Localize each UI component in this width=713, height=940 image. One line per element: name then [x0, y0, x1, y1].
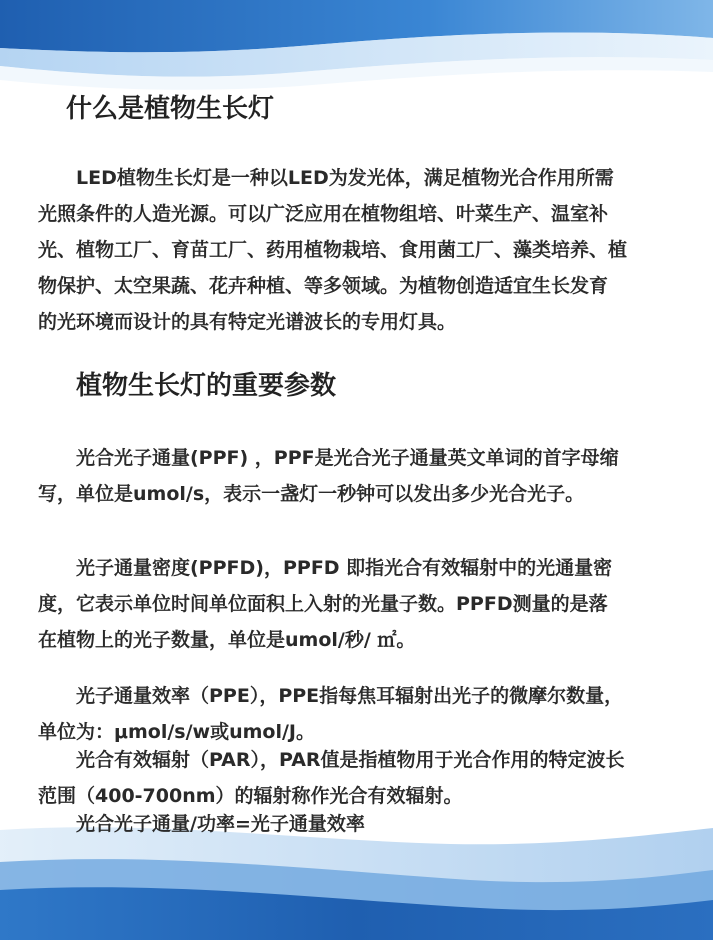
intro-paragraph: [38, 160, 678, 340]
ppe-paragraph: [38, 678, 678, 750]
paragraph-line: 单位为：μmol/s/w或umol/J。: [38, 721, 315, 743]
paragraph-line: 光、植物工厂、育苗工厂、药用植物栽培、食用菌工厂、藻类培养、植: [38, 239, 628, 261]
paragraph-line: 光合光子通量/功率=光子通量效率: [76, 813, 365, 835]
paragraph-line: 范围（400-700nm）的辐射称作光合有效辐射。: [38, 785, 463, 807]
paragraph-line: 物保护、太空果蔬、花卉种植、等多领域。为植物创造适宜生长发育: [38, 275, 609, 297]
section-heading-what-is: 什么是植物生长灯: [66, 94, 275, 124]
paragraph-line: 在植物上的光子数量，单位是umol/秒/ ㎡。: [38, 629, 416, 651]
efficiency-formula: [38, 806, 678, 842]
paragraph-line: 光合有效辐射（PAR），PAR值是指植物用于光合作用的特定波长: [76, 749, 625, 771]
section-heading-parameters: 植物生长灯的重要参数: [76, 371, 337, 401]
ppfd-paragraph: [38, 550, 678, 658]
paragraph-line: 的光环境而设计的具有特定光谱波长的专用灯具。: [38, 311, 457, 333]
paragraph-line: 光子通量效率（PPE），PPE指每焦耳辐射出光子的微摩尔数量，: [76, 685, 624, 707]
paragraph-line: 光照条件的人造光源。可以广泛应用在植物组培、叶菜生产、温室补: [38, 203, 609, 225]
paragraph-line: 光合光子通量(PPF) ，PPF是光合光子通量英文单词的首字母缩: [76, 447, 619, 469]
paragraph-line: 光子通量密度(PPFD)，PPFD 即指光合有效辐射中的光通量密: [76, 557, 613, 579]
par-paragraph: [38, 742, 678, 814]
ppf-paragraph: [38, 440, 678, 512]
paragraph-line: 度，它表示单位时间单位面积上入射的光量子数。PPFD测量的是落: [38, 593, 608, 615]
paragraph-line: 写，单位是umol/s，表示一盏灯一秒钟可以发出多少光合光子。: [38, 483, 585, 505]
paragraph-line: LED植物生长灯是一种以LED为发光体，满足植物光合作用所需: [76, 167, 614, 189]
